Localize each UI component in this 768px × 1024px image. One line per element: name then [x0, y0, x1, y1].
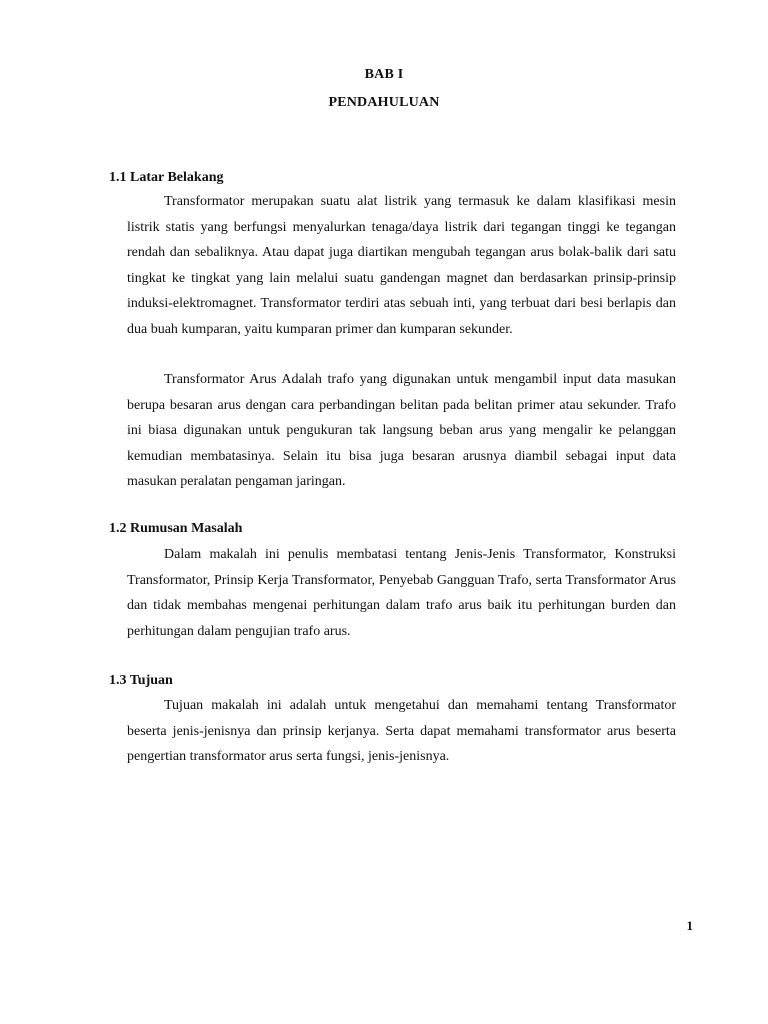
paragraph-latar-belakang-1: Transformator merupakan suatu alat listrik yang termasuk ke dalam klasifikasi mesin listrik statis yang berfungsi menyalurkan tenaga/daya listrik dari tegangan tinggi ke tegangan rendah dan sebaliknya. Atau dapat juga diartikan mengubah tegangan arus bolak-balik dari satu tingkat ke tingkat yang lain melalui suatu gandengan magnet dan berdasarkan prinsip-prinsip induksi-elektromagnet. Transformator terdiri atas sebuah inti, yang terbuat dari besi berlapis dan dua buah kumparan, yaitu kumparan primer dan kumparan sekunder. [127, 194, 676, 337]
chapter-number: BAB I [364, 67, 404, 82]
paragraph-rumusan-masalah: Dalam makalah ini penulis membatasi tentang Jenis-Jenis Transformator, Konstruksi Transformator, Prinsip Kerja Transformator, Penyebab Gangguan Trafo, serta Transformator Arus dan tidak membahas mengenai perhitungan dalam trafo arus baik itu perhitungan burden dan perhitungan dalam pengujian trafo arus. [127, 547, 676, 639]
section-heading-rumusan-masalah: 1.2 Rumusan Masalah [109, 521, 243, 536]
paragraph-latar-belakang-2: Transformator Arus Adalah trafo yang digunakan untuk mengambil input data masukan berupa besaran arus dengan cara perbandingan belitan pada belitan primer atau sekunder. Trafo ini biasa digunakan untuk pengukuran tak langsung beban arus yang mengalir ke pelanggan kemudian membatasinya. Selain itu bisa juga besaran arusnya diambil sebagai input data masukan peralatan pengaman jaringan. [127, 372, 676, 489]
section-heading-tujuan: 1.3 Tujuan [109, 673, 173, 688]
paragraph-tujuan: Tujuan makalah ini adalah untuk mengetahui dan memahami tentang Transformator beserta jenis-jenisnya dan prinsip kerjanya. Serta dapat memahami transformator arus beserta pengertian transformator arus serta fungsi, jenis-jenisnya. [127, 698, 676, 764]
chapter-title: PENDAHULUAN [328, 95, 440, 110]
section-heading-latar-belakang: 1.1 Latar Belakang [109, 170, 224, 185]
page-number: 1 [686, 918, 693, 933]
